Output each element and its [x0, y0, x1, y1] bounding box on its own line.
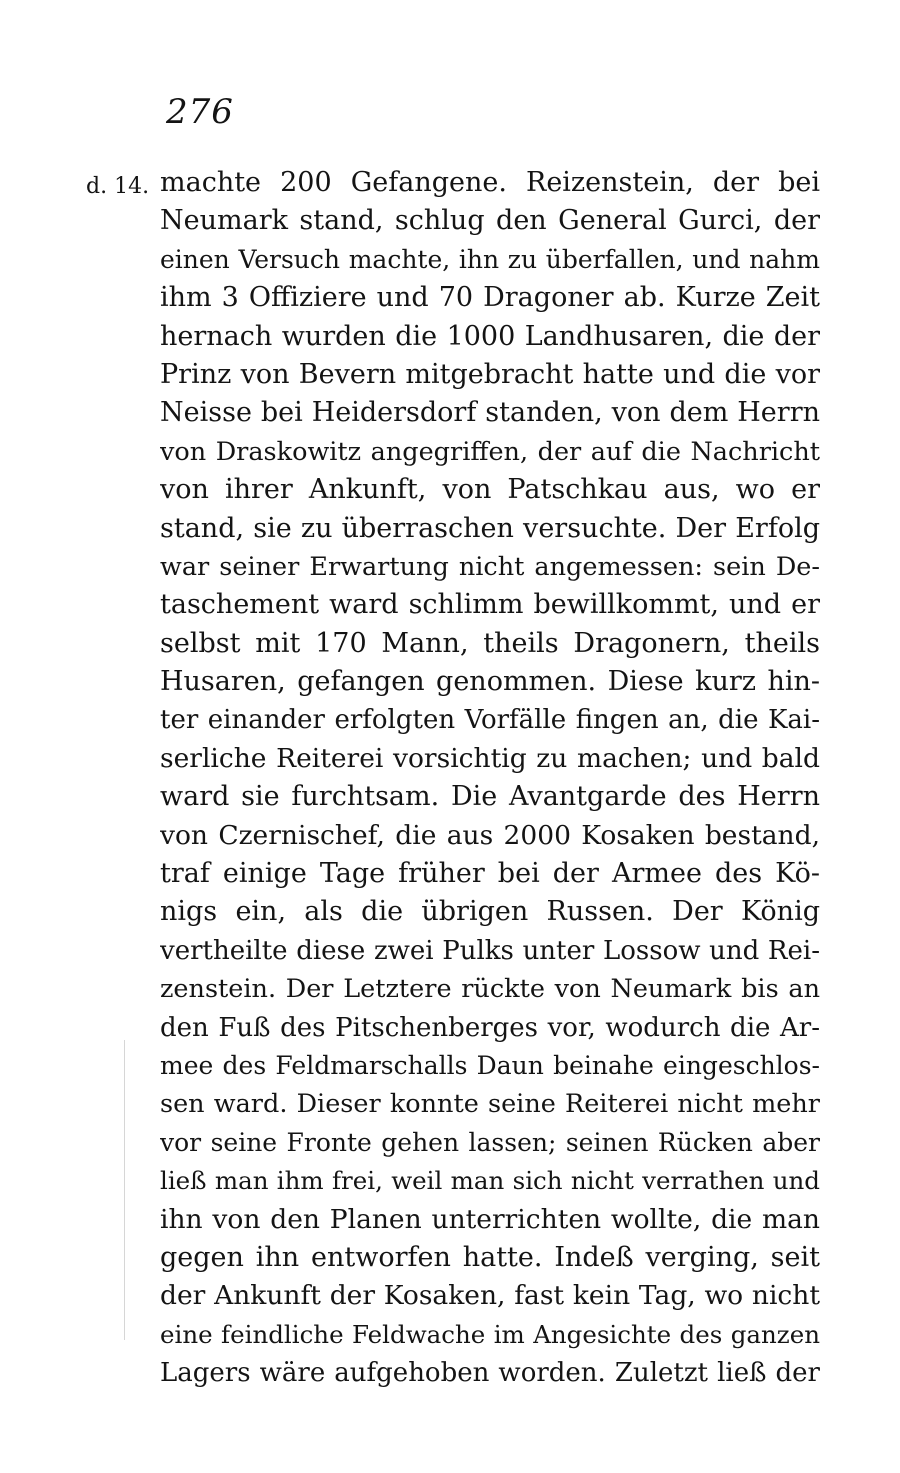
- gutter-line: [124, 1040, 125, 1340]
- text-line: traf einige Tage früher bei der Armee des Kö-: [160, 858, 820, 890]
- text-line: Prinz von Bevern mitgebracht hatte und die vor: [160, 358, 820, 390]
- text-line: ließ man ihm frei, weil man sich nicht verrathen und: [160, 1166, 820, 1196]
- text-line: ward sie furchtsam. Die Avantgarde des Herrn: [160, 781, 820, 813]
- text-line: nigs ein, als die übrigen Russen. Der König: [160, 896, 820, 928]
- text-line: Lagers wäre aufgehoben worden. Zuletzt ließ der: [160, 1358, 820, 1389]
- text-line: einen Versuch machte, ihn zu überfallen, und nahm: [160, 244, 820, 274]
- text-line: Neumark stand, schlug den General Gurci, der: [160, 205, 820, 237]
- text-line: ihn von den Planen unterrichten wollte, die man: [160, 1203, 820, 1235]
- text-line: machte 200 Gefangene. Reizenstein, der bei: [160, 167, 820, 198]
- text-line: vertheilte diese zwei Pulks unter Lossow und Rei-: [160, 935, 820, 966]
- text-line: ter einander erfolgten Vorfälle fingen an, die Kai-: [160, 705, 820, 736]
- text-line: eine feindliche Feldwache im Angesichte des ganzen: [160, 1319, 820, 1349]
- text-line: von Draskowitz angegriffen, der auf die Nachricht: [160, 436, 820, 467]
- text-line: hernach wurden die 1000 Landhusaren, die der: [160, 320, 820, 352]
- text-line: der Ankunft der Kosaken, fast kein Tag, wo nicht: [160, 1280, 820, 1312]
- text-line: war seiner Erwartung nicht angemessen: sein De-: [160, 551, 820, 582]
- text-line: stand, sie zu überraschen versuchte. Der Erfolg: [160, 512, 820, 544]
- text-line: gegen ihn entworfen hatte. Indeß verging, seit: [160, 1241, 820, 1273]
- text-line: mee des Feldmarschalls Daun beinahe eingeschlos-: [160, 1050, 820, 1080]
- text-line: den Fuß des Pitschenberges vor, wodurch die Ar-: [160, 1012, 820, 1043]
- text-line: sen ward. Dieser konnte seine Reiterei nicht mehr: [160, 1089, 820, 1120]
- text-line: taschement ward schlimm bewillkommt, und er: [160, 589, 820, 621]
- page-number: 276: [166, 92, 234, 132]
- body-text: [160, 164, 820, 1393]
- text-line: vor seine Fronte gehen lassen; seinen Rücken aber: [160, 1127, 820, 1157]
- text-line: von Czernischef, die aus 2000 Kosaken bestand,: [160, 819, 820, 851]
- text-line: Husaren, gefangen genommen. Diese kurz hin-: [160, 666, 820, 698]
- text-line: von ihrer Ankunft, von Patschkau aus, wo er: [160, 474, 820, 506]
- text-line: ihm 3 Offiziere und 70 Dragoner ab. Kurze Zeit: [160, 282, 820, 314]
- text-line: selbst mit 170 Mann, theils Dragonern, theils: [160, 627, 820, 659]
- text-line: Neisse bei Heidersdorf standen, von dem Herrn: [160, 397, 820, 429]
- text-line: serliche Reiterei vorsichtig zu machen; und bald: [160, 742, 820, 774]
- margin-date-note: d. 14.: [86, 174, 150, 199]
- text-line: zenstein. Der Letztere rückte von Neumark bis an: [160, 974, 820, 1005]
